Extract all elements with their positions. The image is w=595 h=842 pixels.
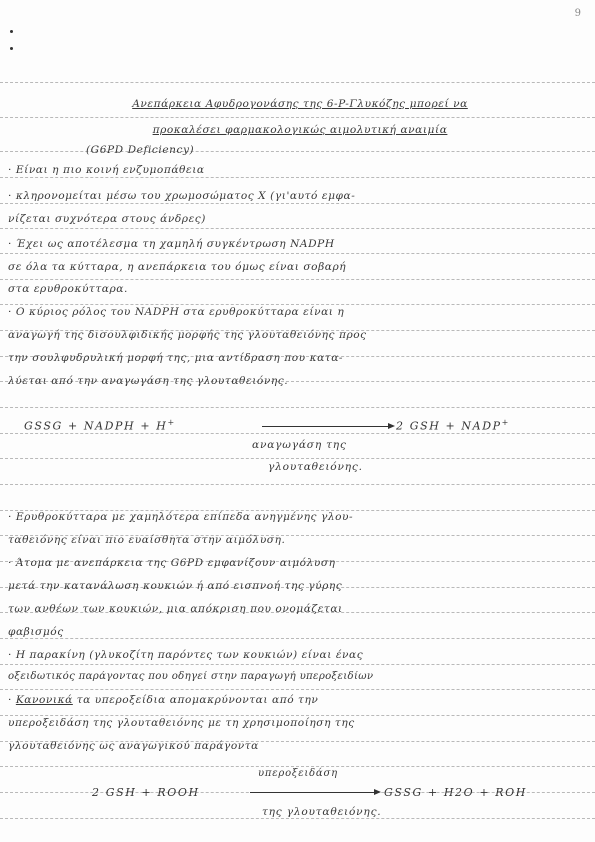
- ruled-line: [0, 766, 595, 767]
- margin-dot: [10, 30, 13, 33]
- ruled-line: [0, 279, 595, 280]
- note-line: μετά την κατανάλωση κουκιών ή από εισπνοή της γύρης: [8, 580, 343, 592]
- reaction-arrow-head: [374, 789, 381, 795]
- ruled-line: [0, 253, 595, 254]
- note-line-rest: τα υπεροξείδια απομακρύνονται από την: [72, 694, 319, 706]
- ruled-line: [0, 228, 595, 229]
- note-line: · Ερυθροκύτταρα με χαμηλότερα επίπεδα ανηγμένης γλου-: [8, 511, 354, 523]
- equation-1-enzyme-line-1: αναγωγάση της: [252, 439, 347, 451]
- equation-1-products: 2 GSH + NADP+: [396, 418, 510, 433]
- note-line: οξειδωτικός παράγοντας που οδηγεί στην παραγωγή υπεροξειδίων: [8, 671, 374, 682]
- margin-dot: [10, 47, 13, 50]
- ruled-line: [0, 638, 595, 639]
- note-line: νίζεται συχνότερα στους άνδρες): [8, 213, 206, 225]
- equation-1-enzyme-line-2: γλουταθειόνης.: [268, 461, 363, 473]
- note-line-underlined: · Κανονικά τα υπεροξείδια απομακρύνονται από την: [8, 694, 319, 706]
- ruled-line: [0, 407, 595, 408]
- ruled-line: [0, 715, 595, 716]
- note-line: φαβισμός: [8, 626, 64, 638]
- note-line: την σουλφυδρυλική μορφή της, μια αντίδραση που κατα-: [8, 352, 344, 364]
- ruled-line: [0, 689, 595, 690]
- title-line-1: Ανεπάρκεια Αφυδρογονάσης της 6-P-Γλυκόζης μπορεί να: [132, 98, 468, 110]
- note-line: σε όλα τα κύτταρα, η ανεπάρκεια του όμως είναι σοβαρή: [8, 261, 347, 273]
- reaction-arrow: [250, 792, 376, 793]
- page-number: 9: [574, 8, 581, 19]
- equation-2-products: GSSG + H2O + ROH: [384, 786, 527, 799]
- ruled-line: [0, 177, 595, 178]
- equation-2-reactants: 2 GSH + ROOH: [92, 786, 200, 799]
- ruled-line: [0, 433, 595, 434]
- ruled-line: [0, 664, 595, 665]
- note-line: · Έχει ως αποτέλεσμα τη χαμηλή συγκέντρωση NADPH: [8, 238, 335, 250]
- note-line: στα ερυθροκύτταρα.: [8, 283, 128, 295]
- note-line: υπεροξειδάση της γλουταθειόνης με τη χρησιμοποίηση της: [8, 717, 355, 729]
- note-line: γλουταθειόνης ως αναγωγικού παράγοντα: [8, 740, 259, 752]
- ruled-line: [0, 117, 595, 118]
- underlined-word: Κανονικά: [15, 694, 73, 706]
- equation-2-enzyme-below: της γλουταθειόνης.: [262, 806, 382, 818]
- equation-1-reactants: GSSG + NADPH + H+: [24, 418, 176, 433]
- note-line: λύεται από την αναγωγάση της γλουταθειόνης.: [8, 375, 289, 387]
- note-line: · κληρονομείται μέσω του χρωμοσώματος X (γι'αυτό εμφα-: [8, 190, 356, 202]
- note-line: · Ο κύριος ρόλος του NADPH στα ερυθροκύτταρα είναι η: [8, 306, 345, 318]
- note-line: · Άτομα με ανεπάρκεια της G6PD εμφανίζουν αιμόλυση: [8, 557, 336, 569]
- note-line: ταθειόνης είναι πιο ευαίσθητα στην αιμόλυση.: [8, 534, 286, 546]
- equation-2-enzyme-above: υπεροξειδάση: [258, 768, 338, 779]
- reaction-arrow-head: [388, 423, 395, 429]
- title-line-2: προκαλέσει φαρμακολογικώς αιμολυτική αναιμία: [152, 124, 448, 136]
- ruled-line: [0, 484, 595, 485]
- note-line: · Η παρακίνη (γλυκοζίτη παρόντες των κουκιών) είναι ένας: [8, 649, 364, 661]
- ruled-line: [0, 304, 595, 305]
- ruled-line: [0, 818, 595, 819]
- ruled-line: [0, 203, 595, 204]
- reaction-arrow: [262, 426, 390, 427]
- ruled-line: [0, 458, 595, 459]
- note-line: των ανθέων των κουκιών, μια απόκριση που ονομάζεται: [8, 603, 343, 615]
- subtitle: (G6PD Deficiency): [86, 144, 195, 156]
- ruled-line: [0, 82, 595, 83]
- note-line: · Είναι η πιο κοινή ενζυμοπάθεια: [8, 164, 205, 176]
- note-line: αναγωγή της δισουλφιδικής μορφής της γλουταθειόνης προς: [8, 329, 367, 341]
